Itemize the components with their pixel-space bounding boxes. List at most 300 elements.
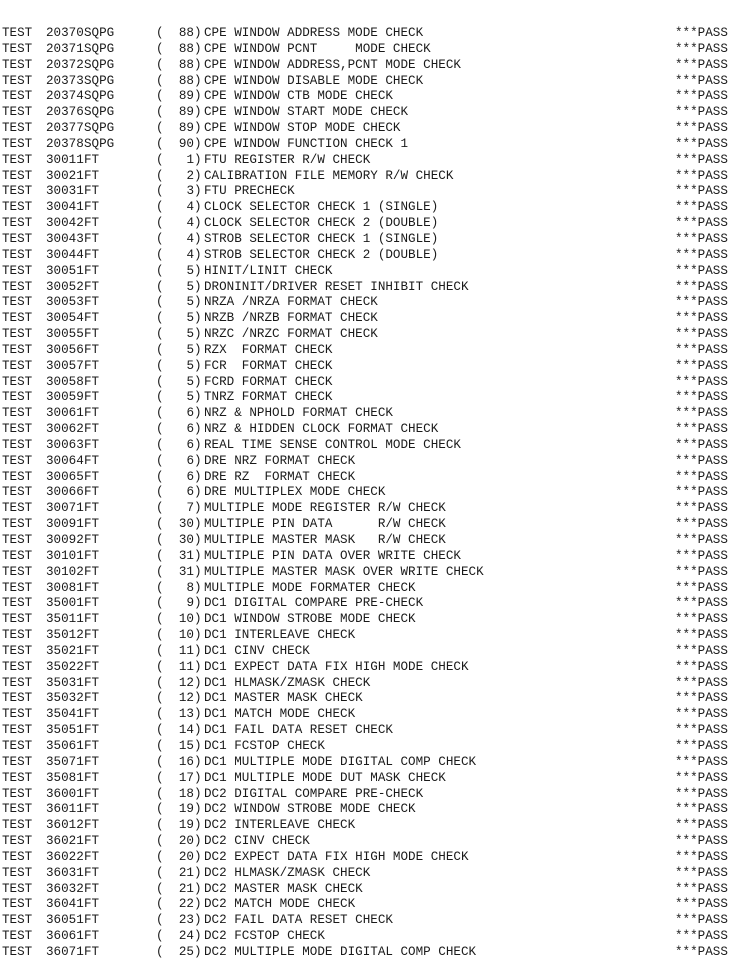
- open-paren: (: [156, 691, 164, 706]
- test-prefix: TEST: [2, 643, 33, 658]
- open-paren: (: [156, 216, 164, 231]
- test-description: HINIT/LINIT CHECK: [204, 263, 333, 278]
- close-paren: ): [194, 517, 202, 532]
- test-result: ***PASS: [675, 247, 728, 262]
- test-result: ***PASS: [675, 121, 728, 136]
- test-number: 20372: [46, 57, 84, 72]
- open-paren: (: [156, 41, 164, 56]
- test-result: ***PASS: [675, 881, 728, 896]
- open-paren: (: [156, 168, 164, 183]
- test-index: 24: [178, 929, 194, 944]
- test-result: ***PASS: [675, 200, 728, 215]
- test-number: 30059: [46, 390, 84, 405]
- open-paren: (: [156, 231, 164, 246]
- test-number: 35021: [46, 643, 84, 658]
- close-paren: ): [194, 136, 202, 151]
- open-paren: (: [156, 580, 164, 595]
- log-row: [0, 676, 751, 692]
- test-number: 30092: [46, 533, 84, 547]
- log-row: [0, 707, 751, 723]
- log-row: [0, 390, 751, 406]
- close-paren: ): [194, 628, 202, 643]
- test-index: 89: [178, 105, 194, 120]
- test-result: ***PASS: [675, 168, 728, 183]
- open-paren: (: [156, 121, 164, 136]
- test-prefix: TEST: [2, 121, 33, 136]
- test-result: ***PASS: [675, 41, 728, 56]
- test-result: ***PASS: [675, 659, 728, 674]
- test-result: ***PASS: [675, 643, 728, 658]
- test-prefix: TEST: [2, 533, 33, 547]
- test-prefix: TEST: [2, 216, 33, 231]
- test-result: ***PASS: [675, 406, 728, 421]
- close-paren: ): [194, 691, 202, 706]
- test-number: 30081: [46, 580, 84, 595]
- log-row: [0, 74, 751, 90]
- test-description: DRE MULTIPLEX MODE CHECK: [204, 485, 386, 500]
- test-index: 23: [178, 913, 194, 928]
- close-paren: ): [194, 723, 202, 738]
- test-number: 30065: [46, 469, 84, 484]
- close-paren: ): [194, 929, 202, 944]
- close-paren: ): [194, 390, 202, 405]
- test-group: SQPG: [84, 73, 115, 88]
- open-paren: (: [156, 659, 164, 674]
- test-index: 21: [178, 881, 194, 896]
- close-paren: ): [194, 818, 202, 833]
- log-row: [0, 897, 751, 913]
- test-group: FT: [84, 200, 100, 215]
- test-index: 22: [178, 897, 194, 912]
- close-paren: ): [194, 865, 202, 880]
- test-number: 20378: [46, 136, 84, 151]
- close-paren: ): [194, 548, 202, 563]
- test-number: 36012: [46, 818, 84, 833]
- test-group: FT: [84, 738, 100, 753]
- test-result: ***PASS: [675, 818, 728, 833]
- test-group: FT: [84, 548, 100, 563]
- test-prefix: TEST: [2, 818, 33, 833]
- close-paren: ): [194, 57, 202, 72]
- test-number: 36001: [46, 786, 84, 801]
- test-prefix: TEST: [2, 834, 33, 849]
- test-description: CPE WINDOW START MODE CHECK: [204, 105, 409, 120]
- close-paren: ): [194, 786, 202, 801]
- test-index: 88: [178, 73, 194, 88]
- test-prefix: TEST: [2, 73, 33, 88]
- test-index: 12: [178, 675, 194, 690]
- test-index: 16: [178, 754, 194, 769]
- open-paren: (: [156, 612, 164, 627]
- test-description: DC2 FCSTOP CHECK: [204, 929, 325, 944]
- test-result: ***PASS: [675, 517, 728, 532]
- close-paren: ): [194, 485, 202, 500]
- test-number: 35041: [46, 707, 84, 722]
- test-result: ***PASS: [675, 849, 728, 864]
- test-group: FT: [84, 834, 100, 849]
- test-result: ***PASS: [675, 26, 728, 40]
- test-index: 7: [186, 501, 194, 516]
- test-prefix: TEST: [2, 881, 33, 896]
- test-group: FT: [84, 406, 100, 421]
- test-index: 20: [178, 849, 194, 864]
- test-group: FT: [84, 707, 100, 722]
- test-result: ***PASS: [675, 612, 728, 627]
- test-group: FT: [84, 358, 100, 373]
- test-prefix: TEST: [2, 358, 33, 373]
- log-row: [0, 485, 751, 501]
- test-prefix: TEST: [2, 738, 33, 753]
- test-description: FTU PRECHECK: [204, 184, 295, 199]
- test-result: ***PASS: [675, 390, 728, 405]
- open-paren: (: [156, 152, 164, 167]
- test-group: SQPG: [84, 89, 115, 104]
- open-paren: (: [156, 136, 164, 151]
- test-result: ***PASS: [675, 216, 728, 231]
- test-index: 25: [178, 944, 194, 959]
- open-paren: (: [156, 834, 164, 849]
- test-description: TNRZ FORMAT CHECK: [204, 390, 333, 405]
- test-log: [0, 26, 751, 961]
- test-index: 31: [178, 548, 194, 563]
- test-group: FT: [84, 659, 100, 674]
- test-number: 36021: [46, 834, 84, 849]
- test-index: 15: [178, 738, 194, 753]
- test-result: ***PASS: [675, 437, 728, 452]
- test-group: FT: [84, 374, 100, 389]
- test-group: FT: [84, 327, 100, 342]
- test-group: FT: [84, 818, 100, 833]
- open-paren: (: [156, 913, 164, 928]
- open-paren: (: [156, 897, 164, 912]
- log-row: [0, 406, 751, 422]
- test-group: FT: [84, 754, 100, 769]
- test-index: 9: [186, 596, 194, 611]
- test-group: FT: [84, 517, 100, 532]
- log-row: [0, 311, 751, 327]
- log-row: [0, 153, 751, 169]
- test-group: FT: [84, 168, 100, 183]
- log-row: [0, 945, 751, 961]
- test-index: 6: [186, 406, 194, 421]
- log-row: [0, 42, 751, 58]
- test-group: FT: [84, 596, 100, 611]
- test-description: NRZ & NPHOLD FORMAT CHECK: [204, 406, 393, 421]
- test-prefix: TEST: [2, 390, 33, 405]
- open-paren: (: [156, 390, 164, 405]
- close-paren: ): [194, 311, 202, 326]
- test-result: ***PASS: [675, 865, 728, 880]
- open-paren: (: [156, 406, 164, 421]
- test-index: 31: [178, 564, 194, 579]
- log-row: [0, 755, 751, 771]
- test-description: FCR FORMAT CHECK: [204, 358, 333, 373]
- test-group: FT: [84, 437, 100, 452]
- open-paren: (: [156, 818, 164, 833]
- test-description: FTU REGISTER R/W CHECK: [204, 152, 371, 167]
- test-number: 30055: [46, 327, 84, 342]
- test-prefix: TEST: [2, 723, 33, 738]
- log-row: [0, 184, 751, 200]
- test-group: FT: [84, 770, 100, 785]
- test-index: 6: [186, 485, 194, 500]
- test-group: FT: [84, 691, 100, 706]
- test-prefix: TEST: [2, 374, 33, 389]
- close-paren: ): [194, 374, 202, 389]
- test-group: FT: [84, 612, 100, 627]
- test-description: DC2 DIGITAL COMPARE PRE-CHECK: [204, 786, 424, 801]
- log-row: [0, 644, 751, 660]
- test-group: FT: [84, 263, 100, 278]
- test-result: ***PASS: [675, 723, 728, 738]
- test-number: 35061: [46, 738, 84, 753]
- close-paren: ): [194, 944, 202, 959]
- test-description: DC1 FAIL DATA RESET CHECK: [204, 723, 393, 738]
- log-row: [0, 913, 751, 929]
- test-number: 20374: [46, 89, 84, 104]
- close-paren: ): [194, 469, 202, 484]
- close-paren: ): [194, 564, 202, 579]
- log-row: [0, 343, 751, 359]
- test-result: ***PASS: [675, 152, 728, 167]
- close-paren: ): [194, 453, 202, 468]
- log-row: [0, 121, 751, 137]
- test-description: FCRD FORMAT CHECK: [204, 374, 333, 389]
- test-number: 35012: [46, 628, 84, 643]
- test-number: 30102: [46, 564, 84, 579]
- test-group: FT: [84, 247, 100, 262]
- test-result: ***PASS: [675, 311, 728, 326]
- test-index: 4: [186, 231, 194, 246]
- test-group: SQPG: [84, 136, 115, 151]
- test-number: 30044: [46, 247, 84, 262]
- log-row: [0, 628, 751, 644]
- test-description: DC1 MATCH MODE CHECK: [204, 707, 356, 722]
- test-prefix: TEST: [2, 406, 33, 421]
- test-description: CPE WINDOW PCNT MODE CHECK: [204, 41, 431, 56]
- close-paren: ): [194, 675, 202, 690]
- test-number: 30031: [46, 184, 84, 199]
- test-description: NRZC /NRZC FORMAT CHECK: [204, 327, 378, 342]
- test-index: 6: [186, 453, 194, 468]
- close-paren: ): [194, 89, 202, 104]
- test-prefix: TEST: [2, 89, 33, 104]
- test-number: 20373: [46, 73, 84, 88]
- test-prefix: TEST: [2, 596, 33, 611]
- test-result: ***PASS: [675, 786, 728, 801]
- test-description: DC1 MASTER MASK CHECK: [204, 691, 363, 706]
- close-paren: ): [194, 643, 202, 658]
- test-prefix: TEST: [2, 41, 33, 56]
- test-result: ***PASS: [675, 469, 728, 484]
- close-paren: ): [194, 152, 202, 167]
- test-prefix: TEST: [2, 57, 33, 72]
- close-paren: ): [194, 358, 202, 373]
- test-description: MULTIPLE PIN DATA R/W CHECK: [204, 517, 446, 532]
- test-prefix: TEST: [2, 517, 33, 532]
- log-row: [0, 739, 751, 755]
- test-number: 30091: [46, 517, 84, 532]
- test-description: DC1 MULTIPLE MODE DIGITAL COMP CHECK: [204, 754, 477, 769]
- test-description: DC2 MATCH MODE CHECK: [204, 897, 356, 912]
- test-group: FT: [84, 390, 100, 405]
- log-row: [0, 89, 751, 105]
- log-row: [0, 850, 751, 866]
- log-row: [0, 501, 751, 517]
- open-paren: (: [156, 548, 164, 563]
- test-number: 30057: [46, 358, 84, 373]
- test-prefix: TEST: [2, 453, 33, 468]
- test-group: FT: [84, 913, 100, 928]
- test-description: DRONINIT/DRIVER RESET INHIBIT CHECK: [204, 279, 469, 294]
- log-row: [0, 929, 751, 945]
- log-row: [0, 438, 751, 454]
- test-result: ***PASS: [675, 295, 728, 310]
- log-row: [0, 232, 751, 248]
- test-number: 36051: [46, 913, 84, 928]
- test-group: FT: [84, 152, 100, 167]
- test-number: 36031: [46, 865, 84, 880]
- open-paren: (: [156, 786, 164, 801]
- log-row: [0, 295, 751, 311]
- test-description: CPE WINDOW FUNCTION CHECK 1: [204, 136, 409, 151]
- test-result: ***PASS: [675, 501, 728, 516]
- log-row: [0, 581, 751, 597]
- test-prefix: TEST: [2, 675, 33, 690]
- test-number: 20377: [46, 121, 84, 136]
- test-description: MULTIPLE MODE FORMATER CHECK: [204, 580, 416, 595]
- test-group: FT: [84, 723, 100, 738]
- test-index: 6: [186, 422, 194, 437]
- test-index: 17: [178, 770, 194, 785]
- test-prefix: TEST: [2, 342, 33, 357]
- close-paren: ): [194, 41, 202, 56]
- log-row: [0, 834, 751, 850]
- open-paren: (: [156, 469, 164, 484]
- test-prefix: TEST: [2, 897, 33, 912]
- test-description: MULTIPLE MASTER MASK R/W CHECK: [204, 533, 446, 547]
- test-number: 30061: [46, 406, 84, 421]
- test-index: 13: [178, 707, 194, 722]
- test-prefix: TEST: [2, 913, 33, 928]
- test-group: FT: [84, 422, 100, 437]
- open-paren: (: [156, 453, 164, 468]
- close-paren: ): [194, 121, 202, 136]
- test-group: SQPG: [84, 121, 115, 136]
- test-result: ***PASS: [675, 580, 728, 595]
- close-paren: ): [194, 216, 202, 231]
- test-index: 20: [178, 834, 194, 849]
- test-result: ***PASS: [675, 279, 728, 294]
- test-group: FT: [84, 184, 100, 199]
- test-result: ***PASS: [675, 691, 728, 706]
- test-number: 30056: [46, 342, 84, 357]
- test-prefix: TEST: [2, 770, 33, 785]
- close-paren: ): [194, 501, 202, 516]
- close-paren: ): [194, 263, 202, 278]
- test-index: 5: [186, 342, 194, 357]
- test-number: 35051: [46, 723, 84, 738]
- test-result: ***PASS: [675, 184, 728, 199]
- test-group: SQPG: [84, 57, 115, 72]
- test-index: 88: [178, 57, 194, 72]
- test-number: 36061: [46, 929, 84, 944]
- test-result: ***PASS: [675, 89, 728, 104]
- test-result: ***PASS: [675, 485, 728, 500]
- test-group: FT: [84, 628, 100, 643]
- test-prefix: TEST: [2, 263, 33, 278]
- test-description: NRZ & HIDDEN CLOCK FORMAT CHECK: [204, 422, 439, 437]
- log-row: [0, 549, 751, 565]
- open-paren: (: [156, 184, 164, 199]
- test-result: ***PASS: [675, 738, 728, 753]
- test-number: 36071: [46, 944, 84, 959]
- test-result: ***PASS: [675, 453, 728, 468]
- test-prefix: TEST: [2, 469, 33, 484]
- test-group: FT: [84, 501, 100, 516]
- test-index: 12: [178, 691, 194, 706]
- test-index: 5: [186, 390, 194, 405]
- test-number: 35081: [46, 770, 84, 785]
- test-description: DC1 HLMASK/ZMASK CHECK: [204, 675, 371, 690]
- test-description: DC1 EXPECT DATA FIX HIGH MODE CHECK: [204, 659, 469, 674]
- close-paren: ): [194, 73, 202, 88]
- test-number: 20376: [46, 105, 84, 120]
- open-paren: (: [156, 596, 164, 611]
- test-prefix: TEST: [2, 548, 33, 563]
- open-paren: (: [156, 327, 164, 342]
- log-row: [0, 517, 751, 533]
- log-row: [0, 866, 751, 882]
- close-paren: ): [194, 770, 202, 785]
- log-row: [0, 105, 751, 121]
- close-paren: ): [194, 834, 202, 849]
- open-paren: (: [156, 263, 164, 278]
- open-paren: (: [156, 247, 164, 262]
- close-paren: ): [194, 200, 202, 215]
- open-paren: (: [156, 675, 164, 690]
- log-row: [0, 691, 751, 707]
- log-row: [0, 280, 751, 296]
- test-number: 35032: [46, 691, 84, 706]
- test-index: 18: [178, 786, 194, 801]
- test-prefix: TEST: [2, 628, 33, 643]
- test-index: 5: [186, 374, 194, 389]
- close-paren: ): [194, 105, 202, 120]
- test-prefix: TEST: [2, 612, 33, 627]
- close-paren: ): [194, 168, 202, 183]
- test-number: 20370: [46, 26, 84, 40]
- open-paren: (: [156, 517, 164, 532]
- test-description: CPE WINDOW ADDRESS,PCNT MODE CHECK: [204, 57, 461, 72]
- log-row: [0, 248, 751, 264]
- test-number: 36032: [46, 881, 84, 896]
- log-row: [0, 327, 751, 343]
- open-paren: (: [156, 295, 164, 310]
- open-paren: (: [156, 564, 164, 579]
- test-prefix: TEST: [2, 136, 33, 151]
- test-index: 90: [178, 136, 194, 151]
- test-index: 30: [178, 517, 194, 532]
- test-description: RZX FORMAT CHECK: [204, 342, 333, 357]
- test-description: DC1 DIGITAL COMPARE PRE-CHECK: [204, 596, 424, 611]
- test-number: 30058: [46, 374, 84, 389]
- test-prefix: TEST: [2, 279, 33, 294]
- test-description: MULTIPLE PIN DATA OVER WRITE CHECK: [204, 548, 461, 563]
- test-description: CPE WINDOW STOP MODE CHECK: [204, 121, 401, 136]
- test-result: ***PASS: [675, 136, 728, 151]
- test-result: ***PASS: [675, 231, 728, 246]
